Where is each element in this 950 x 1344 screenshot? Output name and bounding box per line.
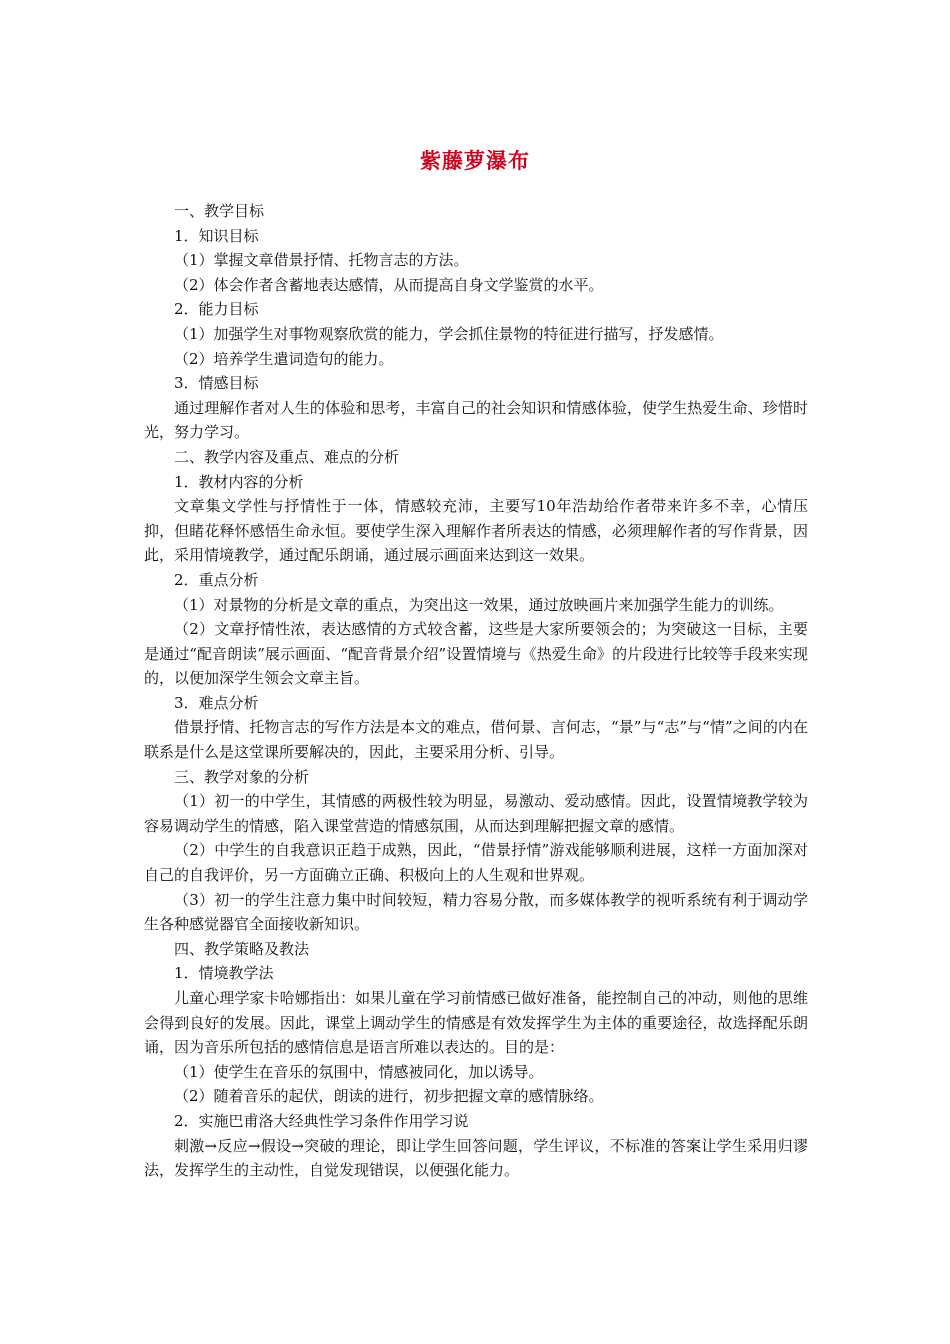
subsection-heading: 1．情境教学法	[174, 964, 274, 983]
subsection-heading: 2．实施巴甫洛大经典性学习条件作用学习说	[174, 1111, 469, 1130]
body-paragraph: 儿童心理学家卡哈娜指出：如果儿童在学习前情感已做好准备，能控制自己的冲动，则他的思维会得到良好的发展。因此，课堂上调动学生的情感是有效发挥学生为主体的重要途径，故选择配乐朗诵，因为音乐所包括的感情信息是语言所难以表达的。目的是：	[144, 989, 808, 1057]
body-paragraph: （3）初一的学生注意力集中时间较短，精力容易分散，而多媒体教学的视听系统有利于调动学生各种感觉器官全面接收新知识。	[144, 890, 808, 934]
section-heading: 三、教学对象的分析	[174, 767, 310, 786]
body-paragraph: 通过理解作者对人生的体验和思考，丰富自己的社会知识和情感体验，使学生热爱生命、珍惜时光，努力学习。	[144, 398, 808, 442]
body-paragraph: （2）中学生的自我意识正趋于成熟，因此，“借景抒情”游戏能够顺利进展，这样一方面加深对自己的自我评价，另一方面确立正确、积极向上的人生观和世界观。	[144, 841, 808, 885]
section-heading: 一、教学目标	[174, 202, 265, 220]
body-paragraph: （2）文章抒情性浓，表达感情的方式较含蓄，这些是大家所要领会的；为突破这一目标，主要是通过“配音朗读”展示画面、“配音背景介绍”设置情境与《热爱生命》的片段进行比较等手段来实现的，以便加深学生领会文章主旨。	[144, 620, 808, 688]
section-heading: 四、教学策略及教法	[174, 939, 310, 958]
body-paragraph: （1）初一的中学生，其情感的两极性较为明显，易激动、爱动感情。因此，设置情境教学较为容易调动学生的情感，陷入课堂营造的情感氛围，从而达到理解把握文章的感情。	[144, 792, 808, 835]
subsection-heading: 1．教材内容的分析	[174, 472, 304, 491]
section-heading: 二、教学内容及重点、难点的分析	[174, 447, 400, 466]
subsection-heading: 1．知识目标	[174, 226, 259, 245]
body-paragraph: （1）加强学生对事物观察欣赏的能力，学会抓住景物的特征进行描写，抒发感情。	[174, 324, 724, 343]
body-paragraph: （2）体会作者含蓄地表达感情，从而提高自身文学鉴赏的水平。	[174, 275, 604, 294]
body-paragraph: （1）掌握文章借景抒情、托物言志的方法。	[174, 251, 469, 270]
subsection-heading: 2．能力目标	[174, 300, 259, 319]
body-paragraph: （2）培养学生遣词造句的能力。	[174, 349, 394, 368]
subsection-heading: 2．重点分析	[174, 570, 259, 589]
document-body	[144, 199, 808, 1183]
body-paragraph: 刺激→反应→假设→突破的理论，即让学生回答问题，学生评议，不标准的答案让学生采用归谬法，发挥学生的主动性，自觉发现错误，以便强化能力。	[144, 1136, 808, 1180]
body-paragraph: （2）随着音乐的起伏，朗读的进行，初步把握文章的感情脉络。	[174, 1087, 604, 1106]
document-title: 紫藤萝瀑布	[420, 149, 530, 173]
subsection-heading: 3．情感目标	[174, 374, 259, 393]
subsection-heading: 3．难点分析	[174, 693, 259, 712]
body-paragraph: （1）对景物的分析是文章的重点，为突出这一效果，通过放映画片来加强学生能力的训练。	[174, 595, 784, 614]
body-paragraph: 文章集文学性与抒情性于一体，情感较充沛，主要写10年浩劫给作者带来许多不幸，心情压抑，但睹花释怀感悟生命永恒。要使学生深入理解作者所表达的情感，必须理解作者的写作背景，因此，采用情境教学，通过配乐朗诵，通过展示画面来达到这一效果。	[144, 497, 808, 565]
body-paragraph: （1）使学生在音乐的氛围中，情感被同化，加以诱导。	[174, 1062, 544, 1081]
body-paragraph: 借景抒情、托物言志的写作方法是本文的难点，借何景、言何志，“景”与“志”与“情”之间的内在联系是什么是这堂课所要解决的，因此，主要采用分析、引导。	[144, 718, 808, 762]
